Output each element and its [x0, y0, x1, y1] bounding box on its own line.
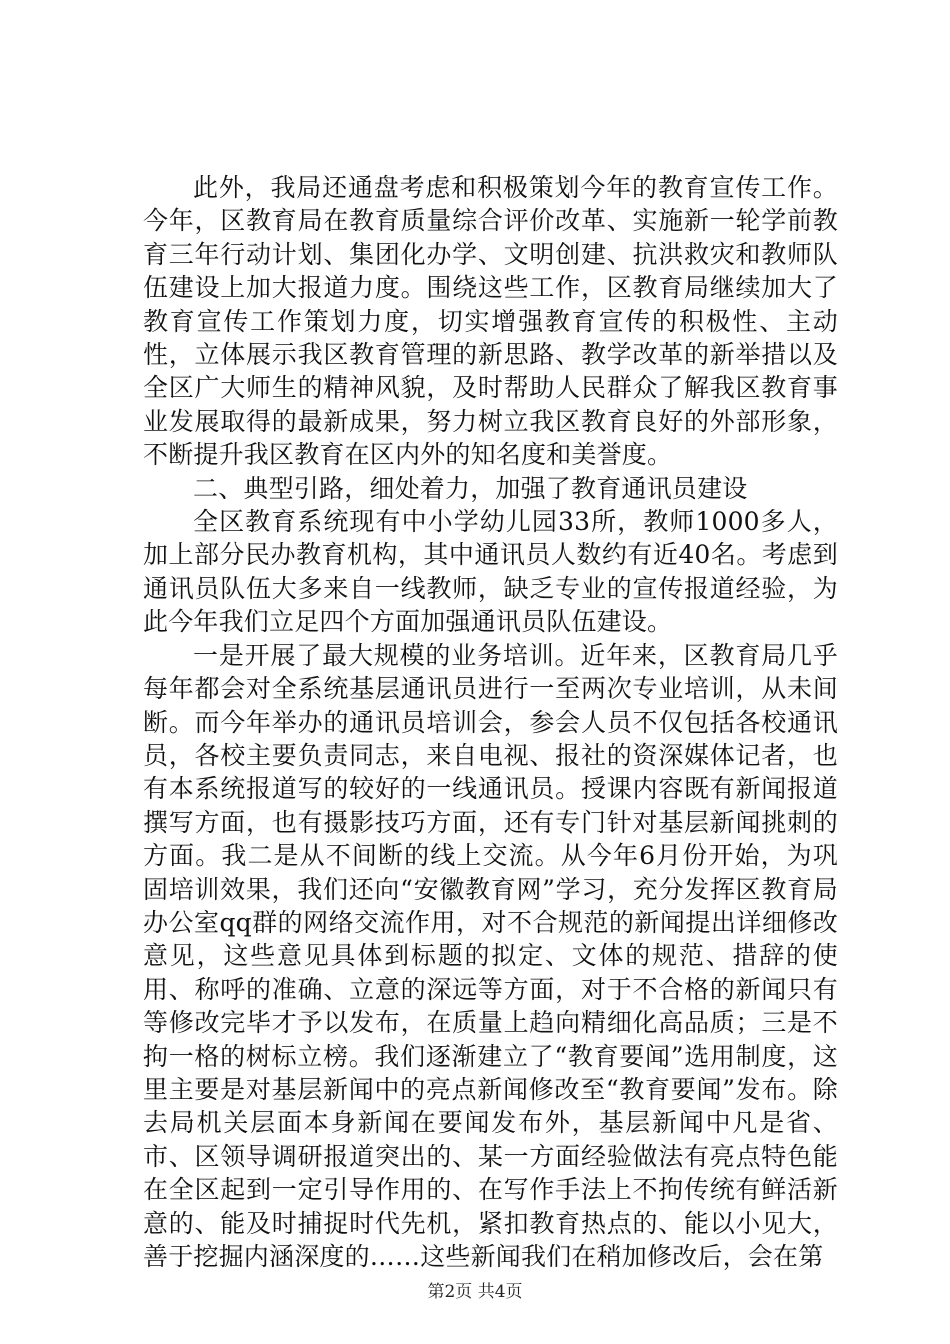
paragraph-publicity-planning: 此外，我局还通盘考虑和积极策划今年的教育宣传工作。今年，区教育局在教育质量综合评价改革、实施新一轮学前教育三年行动计划、集团化办学、文明创建、抗洪救灾和教师队伍建设上加大报道力度。围绕这些工作，区教育局继续加大了教育宣传工作策划力度，切实增强教育宣传的积极性、主动性，立体展示我区教育管理的新思路、教学改革的新举措以及全区广大师生的精神风貌，及时帮助人民群众了解我区教育事业发展取得的最新成果，努力树立我区教育良好的外部形象，不断提升我区教育在区内外的知名度和美誉度。 [143, 173, 838, 470]
document-body [143, 171, 838, 1273]
page-footer: 第2页 共4页 [427, 1282, 523, 1302]
section-heading-correspondents: 二、典型引路，细处着力，加强了教育通讯员建设 [193, 473, 748, 503]
paragraph-training-measures: 一是开展了最大规模的业务培训。近年来，区教育局几乎每年都会对全系统基层通讯员进行一至两次专业培训，从未间断。而今年举办的通讯员培训会，参会人员不仅包括各校通讯员，各校主要负责同志，来自电视、报社的资深媒体记者，也有本系统报道写的较好的一线通讯员。授课内容既有新闻报道撰写方面，也有摄影技巧方面，还有专门针对基层新闻挑刺的方面。我二是从不间断的线上交流。从今年6月份开始，为巩固培训效果，我们还向“安徽教育网”学习，充分发挥区教育局办公室qq群的网络交流作用，对不合规范的新闻提出详细修改意见，这些意见具体到标题的拟定、文体的规范、措辞的使用、称呼的准确、立意的深远等方面，对于不合格的新闻只有等修改完毕才予以发布，在质量上趋向精细化高品质；三是不拘一格的树标立榜。我们逐渐建立了“教育要闻”选用制度，这里主要是对基层新闻中的亮点新闻修改至“教育要闻”发布。除去局机关层面本身新闻在要闻发布外，基层新闻中凡是省、市、区领导调研报道突出的、某一方面经验做法有亮点特色能在全区起到一定引导作用的、在写作手法上不拘传统有鲜活新意的、能及时捕捉时代先机，紧扣教育热点的、能以小见大，善于挖掘内涵深度的……这些新闻我们在稍加修改后，会在第 [143, 640, 838, 1271]
paragraph-correspondent-overview: 全区教育系统现有中小学幼儿园33所，教师1000多人，加上部分民办教育机构，其中通讯员人数约有近40名。考虑到通讯员队伍大多来自一线教师，缺乏专业的宣传报道经验，为此今年我们立足四个方面加强通讯员队伍建设。 [143, 507, 838, 637]
